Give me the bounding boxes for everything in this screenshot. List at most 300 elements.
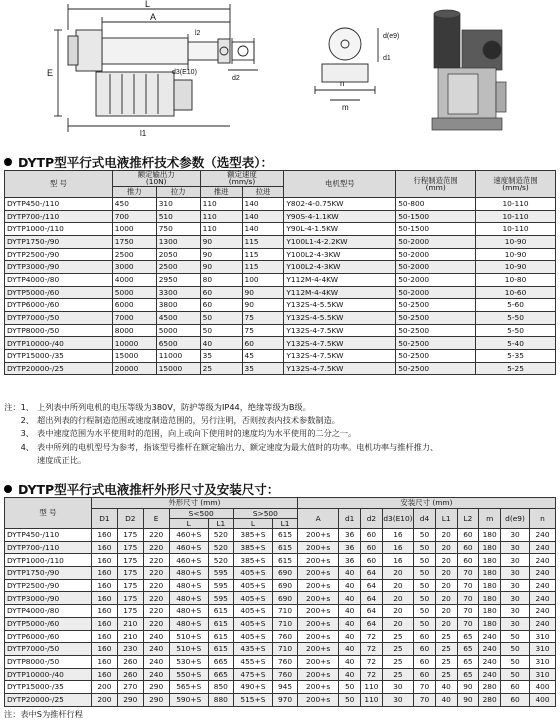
table-cell: DYTP700-/110 — [5, 210, 113, 223]
table-cell: 10-60 — [476, 286, 556, 299]
table-cell: 240 — [530, 529, 556, 542]
table-cell: 75 — [242, 312, 284, 325]
table-cell: 515+S — [233, 693, 272, 706]
table-cell: 40 — [200, 337, 242, 350]
table-cell: 240 — [479, 655, 501, 668]
table-cell: 4500 — [156, 312, 200, 325]
table-cell: 50 — [501, 630, 530, 643]
table-cell: 240 — [530, 554, 556, 567]
table-cell: 7000 — [112, 312, 156, 325]
note-number: 4、 — [20, 441, 34, 452]
table-cell: 220 — [143, 579, 169, 592]
table-cell: 30 — [501, 605, 530, 618]
table-cell: 240 — [530, 605, 556, 618]
table-cell: DYTP8000-/50 — [5, 655, 92, 668]
table-cell: 50-2000 — [396, 261, 476, 274]
table-cell: 230 — [117, 643, 143, 656]
table-row — [5, 668, 556, 681]
table-cell: 35 — [200, 350, 242, 363]
table-cell: 310 — [530, 655, 556, 668]
footnote: 注：表中S为推杆行程 — [4, 709, 83, 719]
table-cell: 64 — [361, 605, 383, 618]
col-outer-size: 外形尺寸 (mm) — [91, 498, 297, 509]
table-cell: 20000 — [112, 362, 156, 375]
table-cell: 3800 — [156, 299, 200, 312]
table-cell: 665 — [208, 655, 233, 668]
table-cell: 40 — [339, 630, 361, 643]
table-cell: 90 — [200, 248, 242, 261]
table-row — [5, 337, 556, 350]
table-cell: 700 — [112, 210, 156, 223]
table-cell: 36 — [339, 554, 361, 567]
table-cell: 65 — [457, 655, 479, 668]
table-cell: 160 — [91, 529, 117, 542]
table-cell: 25 — [382, 668, 413, 681]
table-cell: 110 — [361, 693, 383, 706]
table-cell: 200+s — [297, 605, 338, 618]
table-cell: 60 — [414, 655, 436, 668]
note-text: 表中速度范围为水平使用时的范围，向上或向下使用时的速度均为水平使用的二分之一。 — [37, 428, 357, 439]
table-cell: 200+s — [297, 630, 338, 643]
table-cell: 240 — [143, 655, 169, 668]
note-number: 注：1、 — [4, 402, 34, 412]
table-cell: 8000 — [112, 324, 156, 337]
table-cell: 240 — [143, 630, 169, 643]
table-cell: DYTP450-/110 — [5, 197, 113, 210]
table-cell: 240 — [479, 668, 501, 681]
table-cell: 30 — [382, 681, 413, 694]
table-row — [5, 681, 556, 694]
col-s-gt-500: S>500 — [233, 509, 297, 519]
note-item — [4, 401, 556, 414]
table-cell: 240 — [530, 592, 556, 605]
table-cell: 72 — [361, 643, 383, 656]
table-cell: 180 — [479, 541, 501, 554]
table-cell: 115 — [242, 248, 284, 261]
table-cell: 110 — [200, 210, 242, 223]
table-cell: 6000 — [112, 299, 156, 312]
table-cell: 40 — [339, 579, 361, 592]
table-cell: 2950 — [156, 273, 200, 286]
table-cell: 220 — [143, 541, 169, 554]
table-cell: 595 — [208, 592, 233, 605]
table-row — [5, 286, 556, 299]
table-cell: 50-2000 — [396, 273, 476, 286]
table-cell: 200+s — [297, 668, 338, 681]
table-cell: 590+S — [169, 693, 208, 706]
table-cell: 60 — [242, 337, 284, 350]
dim-n-label: n — [340, 79, 345, 88]
dim-d-label: d(e9) — [383, 33, 400, 40]
table-cell: 405+S — [233, 630, 272, 643]
table-cell: 100 — [242, 273, 284, 286]
note-item — [4, 454, 556, 467]
table-cell: 50-1500 — [396, 210, 476, 223]
table-cell: 25 — [435, 655, 457, 668]
bullet-icon — [4, 158, 12, 166]
table-cell: DYTP3000-/90 — [5, 592, 92, 605]
table-cell: 2500 — [112, 248, 156, 261]
table-cell: DYTP10000-/40 — [5, 668, 92, 681]
table-cell: 65 — [457, 630, 479, 643]
table-cell: 20 — [382, 617, 413, 630]
table-cell: 20 — [382, 567, 413, 580]
table-cell: 480+S — [169, 617, 208, 630]
table-cell: Y132S-4-5.5KW — [284, 299, 396, 312]
table-row — [5, 197, 556, 210]
table-cell: 50 — [200, 312, 242, 325]
table-cell: 760 — [273, 630, 298, 643]
table-cell: 220 — [143, 554, 169, 567]
table-cell: 40 — [339, 655, 361, 668]
table-cell: DYTP10000-/40 — [5, 337, 113, 350]
col-D1: D1 — [91, 509, 117, 529]
table-cell: 1300 — [156, 235, 200, 248]
table-cell: 20 — [435, 554, 457, 567]
col-push-speed: 推进 — [200, 186, 242, 197]
table-row — [5, 210, 556, 223]
table-cell: 455+S — [233, 655, 272, 668]
table-row — [5, 529, 556, 542]
table-cell: 200+s — [297, 617, 338, 630]
table-cell: DYTP1750-/90 — [5, 567, 92, 580]
col-pull: 拉力 — [156, 186, 200, 197]
table-cell: DYTP4000-/80 — [5, 273, 113, 286]
table-cell: 10-90 — [476, 235, 556, 248]
dim-title-text: DYTP型平行式电液推杆外形尺寸及安装尺寸： — [18, 482, 280, 497]
table-cell: 200+s — [297, 643, 338, 656]
table-cell: 60 — [457, 541, 479, 554]
note-text: 超出列表的行程制造范围或速度制造范围的，另行注明，否则按表内技术参数制造。 — [37, 415, 340, 426]
table-cell: 50-2000 — [396, 286, 476, 299]
table-cell: DYTP1000-/110 — [5, 554, 92, 567]
table-cell: 290 — [143, 681, 169, 694]
table-cell: 140 — [242, 223, 284, 236]
table-cell: 64 — [361, 592, 383, 605]
col-d2: d2 — [361, 509, 383, 529]
table-cell: Y132S-4-7.5KW — [284, 350, 396, 363]
table-cell: 50 — [501, 643, 530, 656]
table-cell: 510 — [156, 210, 200, 223]
table-cell: 480+S — [169, 605, 208, 618]
col-D2: D2 — [117, 509, 143, 529]
table-cell: 90 — [200, 261, 242, 274]
table-cell: Y100L2-4-3KW — [284, 261, 396, 274]
table-cell: Y90S-4-1.1KW — [284, 210, 396, 223]
table-cell: 385+S — [233, 529, 272, 542]
table-cell: 50-2500 — [396, 362, 476, 375]
table-cell: 750 — [156, 223, 200, 236]
table-cell: 20 — [382, 605, 413, 618]
table-cell: 710 — [273, 605, 298, 618]
table-cell: DYTP4000-/80 — [5, 605, 92, 618]
table-cell: 60 — [200, 286, 242, 299]
table-cell: 5000 — [156, 324, 200, 337]
table-cell: 50 — [414, 617, 436, 630]
table-cell: 160 — [91, 554, 117, 567]
table-cell: 405+S — [233, 579, 272, 592]
col-model: 型 号 — [5, 171, 113, 198]
col-d3: d3(E10) — [382, 509, 413, 529]
table-cell: 70 — [457, 567, 479, 580]
table-cell: 25 — [382, 655, 413, 668]
table-row — [5, 324, 556, 337]
table-cell: 290 — [117, 693, 143, 706]
table-cell: 115 — [242, 235, 284, 248]
note-number: 2、 — [20, 415, 34, 426]
table-cell: 240 — [143, 668, 169, 681]
note-text: 速度成正比。 — [37, 454, 87, 465]
table-cell: 160 — [91, 668, 117, 681]
table-cell: 1000 — [112, 223, 156, 236]
table-cell: 270 — [117, 681, 143, 694]
table-cell: 90 — [242, 286, 284, 299]
table-cell: 175 — [117, 605, 143, 618]
col-L2: L2 — [457, 509, 479, 529]
table-cell: DYTP20000-/25 — [5, 362, 113, 375]
table-cell: 160 — [91, 655, 117, 668]
table-cell: 30 — [501, 592, 530, 605]
table-cell: Y132S-4-7.5KW — [284, 362, 396, 375]
table-cell: 60 — [414, 630, 436, 643]
table-cell: 20 — [382, 592, 413, 605]
table-cell: 180 — [479, 605, 501, 618]
table-cell: 70 — [414, 681, 436, 694]
table-cell: 510+S — [169, 643, 208, 656]
table-cell: 72 — [361, 630, 383, 643]
col-install-size: 安装尺寸 (mm) — [297, 498, 555, 509]
col-stroke-range: 行程制造范围 (mm) — [396, 171, 476, 198]
side-view-drawing — [54, 4, 230, 132]
table-cell: 760 — [273, 668, 298, 681]
table-cell: DYTP2500-/90 — [5, 248, 113, 261]
col-d1: d1 — [339, 509, 361, 529]
table-cell: 90 — [457, 693, 479, 706]
table-cell: 10000 — [112, 337, 156, 350]
table-cell: 970 — [273, 693, 298, 706]
table-cell: 690 — [273, 567, 298, 580]
table-cell: 110 — [361, 681, 383, 694]
table-cell: DYTP1750-/90 — [5, 235, 113, 248]
table-cell: 20 — [435, 541, 457, 554]
side-view-labels — [47, 0, 201, 138]
table-cell: 475+S — [233, 668, 272, 681]
table-cell: 280 — [479, 681, 501, 694]
table-cell: DYTP6000-/60 — [5, 630, 92, 643]
spec-table — [4, 170, 556, 375]
table-cell: 40 — [435, 681, 457, 694]
table-cell: 180 — [479, 592, 501, 605]
table-cell: 510+S — [169, 630, 208, 643]
col-E: E — [143, 509, 169, 529]
table-cell: 310 — [156, 197, 200, 210]
table-cell: 50-2500 — [396, 312, 476, 325]
table-cell: Y112M-4-4KW — [284, 286, 396, 299]
table-cell: 70 — [457, 592, 479, 605]
note-item — [4, 441, 556, 454]
table-cell: 160 — [91, 567, 117, 580]
table-cell: Y802-4-0.75KW — [284, 197, 396, 210]
table-cell: 50-1500 — [396, 223, 476, 236]
table-cell: 16 — [382, 529, 413, 542]
table-cell: 35 — [242, 362, 284, 375]
dim-d2-label: d2 — [232, 75, 240, 82]
table-cell: 175 — [117, 541, 143, 554]
table-cell: 20 — [435, 617, 457, 630]
table-cell: 60 — [457, 529, 479, 542]
table-cell: 480+S — [169, 592, 208, 605]
table-cell: 50 — [414, 529, 436, 542]
table-cell: 530+S — [169, 655, 208, 668]
table-cell: 60 — [501, 693, 530, 706]
table-cell: 480+S — [169, 579, 208, 592]
table-cell: 210 — [117, 630, 143, 643]
table-cell: 260 — [117, 655, 143, 668]
table-row — [5, 693, 556, 706]
spec-table-body — [5, 197, 556, 375]
table-cell: 710 — [273, 617, 298, 630]
table-cell: 50-2000 — [396, 248, 476, 261]
table-cell: 2050 — [156, 248, 200, 261]
table-cell: 200+s — [297, 693, 338, 706]
table-cell: 615 — [208, 605, 233, 618]
table-cell: 220 — [143, 605, 169, 618]
table-cell: 50 — [414, 541, 436, 554]
table-cell: 25 — [200, 362, 242, 375]
table-cell: 200+s — [297, 579, 338, 592]
spec-title-text: DYTP型平行式电液推杆技术参数（选型表）： — [18, 155, 273, 170]
table-row — [5, 261, 556, 274]
table-cell: 200+s — [297, 655, 338, 668]
table-cell: 20 — [435, 592, 457, 605]
table-cell: 220 — [143, 617, 169, 630]
table-cell: 615 — [273, 529, 298, 542]
table-cell: 3300 — [156, 286, 200, 299]
table-cell: 25 — [435, 668, 457, 681]
table-cell: DYTP700-/110 — [5, 541, 92, 554]
col-d4: d4 — [414, 509, 436, 529]
table-cell: 690 — [273, 592, 298, 605]
col-L1-small: L1 — [208, 519, 233, 529]
col-n: n — [530, 509, 556, 529]
table-cell: 10-110 — [476, 223, 556, 236]
table-cell: DYTP3000-/90 — [5, 261, 113, 274]
col-speed: 额定速度 (mm/s) — [200, 171, 284, 187]
table-cell: 240 — [143, 643, 169, 656]
table-cell: 60 — [361, 541, 383, 554]
table-cell: 30 — [501, 529, 530, 542]
table-cell: 240 — [530, 617, 556, 630]
table-cell: 565+S — [169, 681, 208, 694]
dim-d1-label: d1 — [383, 55, 391, 62]
col-model: 型 号 — [5, 498, 92, 529]
table-cell: 10-90 — [476, 248, 556, 261]
table-cell: 25 — [435, 643, 457, 656]
table-cell: 80 — [200, 273, 242, 286]
table-cell: 70 — [457, 579, 479, 592]
table-cell: 90 — [200, 235, 242, 248]
table-cell: 40 — [339, 592, 361, 605]
note-text: 上列表中所列电机的电压等级为380V，防护等级为IP44，绝缘等级为B级。 — [37, 402, 311, 412]
dim-m-label: m — [342, 103, 349, 112]
table-cell: DYTP15000-/35 — [5, 681, 92, 694]
table-cell: 1750 — [112, 235, 156, 248]
table-cell: 40 — [339, 567, 361, 580]
table-cell: 180 — [479, 529, 501, 542]
col-motor: 电机型号 — [284, 171, 396, 198]
table-cell: 5-60 — [476, 299, 556, 312]
table-cell: 435+S — [233, 643, 272, 656]
table-cell: 615 — [208, 630, 233, 643]
table-cell: 450 — [112, 197, 156, 210]
table-cell: 240 — [479, 630, 501, 643]
table-cell: 220 — [143, 592, 169, 605]
table-cell: 110 — [200, 223, 242, 236]
table-cell: 520 — [208, 554, 233, 567]
table-cell: 200+s — [297, 541, 338, 554]
col-A: A — [297, 509, 338, 529]
table-cell: 25 — [382, 630, 413, 643]
table-cell: 200+s — [297, 592, 338, 605]
table-cell: 50-2500 — [396, 350, 476, 363]
table-cell: 460+S — [169, 554, 208, 567]
table-cell: 64 — [361, 567, 383, 580]
dim-section-title — [4, 480, 279, 498]
table-cell: 175 — [117, 592, 143, 605]
table-cell: 180 — [479, 554, 501, 567]
col-s-le-500: S<500 — [169, 509, 233, 519]
table-cell: 30 — [501, 541, 530, 554]
table-cell: 40 — [339, 668, 361, 681]
col-m: m — [479, 509, 501, 529]
table-cell: 90 — [457, 681, 479, 694]
dim-d3-label: d3(E10) — [172, 69, 197, 76]
table-cell: 30 — [501, 567, 530, 580]
table-cell: 240 — [530, 567, 556, 580]
dim-l1-label: l1 — [140, 129, 147, 138]
table-cell: 710 — [273, 643, 298, 656]
table-cell: 20 — [435, 605, 457, 618]
table-cell: 50-2500 — [396, 324, 476, 337]
table-cell: 5-25 — [476, 362, 556, 375]
table-cell: 75 — [242, 324, 284, 337]
table-row — [5, 273, 556, 286]
table-cell: 175 — [117, 579, 143, 592]
table-cell: 50 — [501, 668, 530, 681]
table-cell: 110 — [200, 197, 242, 210]
table-cell: 240 — [530, 579, 556, 592]
table-cell: 200+s — [297, 567, 338, 580]
table-cell: 405+S — [233, 567, 272, 580]
table-cell: 615 — [208, 643, 233, 656]
table-cell: 50-2500 — [396, 299, 476, 312]
table-row — [5, 235, 556, 248]
table-cell: 160 — [91, 592, 117, 605]
table-cell: 65 — [457, 643, 479, 656]
table-cell: 5-35 — [476, 350, 556, 363]
table-cell: 60 — [361, 529, 383, 542]
table-cell: 60 — [200, 299, 242, 312]
table-cell: DYTP1000-/110 — [5, 223, 113, 236]
col-L-small: L — [169, 519, 208, 529]
note-item — [4, 414, 556, 427]
col-L1b: L1 — [435, 509, 457, 529]
spec-section-title — [4, 153, 273, 171]
table-row — [5, 655, 556, 668]
table-cell: 180 — [479, 567, 501, 580]
table-cell: 50 — [339, 681, 361, 694]
table-row — [5, 617, 556, 630]
